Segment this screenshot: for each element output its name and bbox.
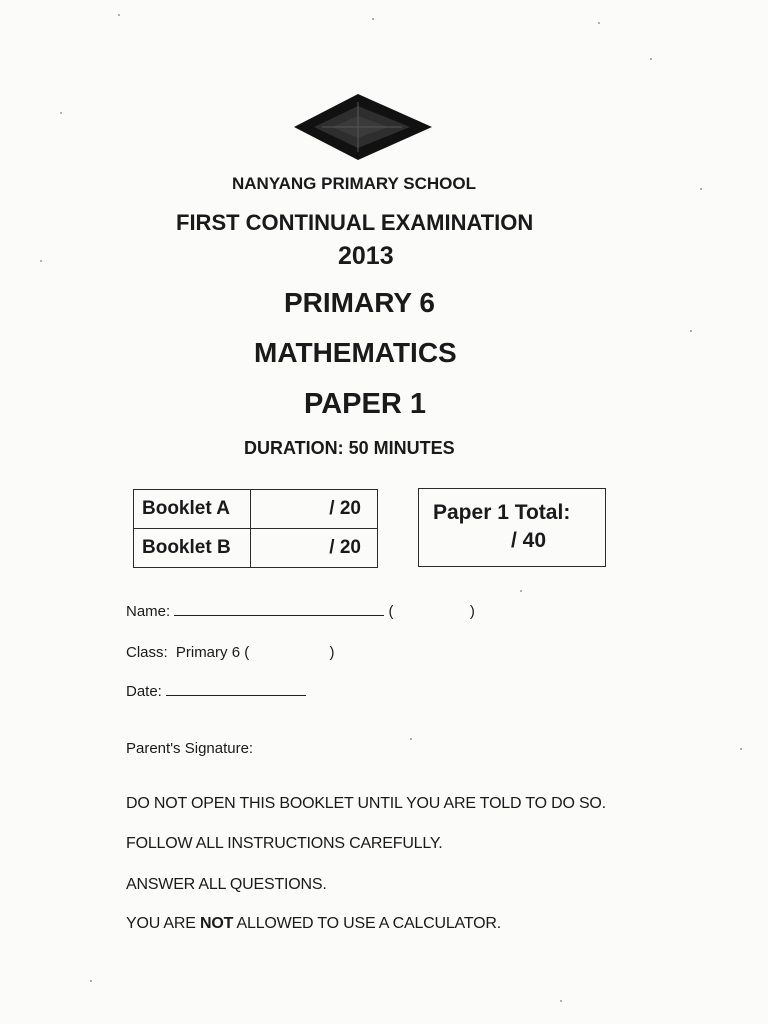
instruction-line: DO NOT OPEN THIS BOOKLET UNTIL YOU ARE TOLD TO DO SO. <box>126 795 606 812</box>
scan-speck <box>650 58 652 60</box>
scan-speck <box>700 188 702 190</box>
signature-label: Parent's Signature: <box>126 740 254 757</box>
booklet-b-label: Booklet B <box>134 529 251 568</box>
school-crest-icon <box>292 92 434 162</box>
booklet-a-score: / 20 <box>251 490 378 529</box>
register-open-paren: ( <box>388 603 394 620</box>
table-row <box>134 529 378 568</box>
school-name: NANYANG PRIMARY SCHOOL <box>232 174 477 193</box>
scan-speck <box>40 260 42 262</box>
class-field <box>126 644 335 661</box>
scan-speck <box>560 1000 562 1002</box>
name-label: Name: <box>126 603 171 620</box>
instruction-line: FOLLOW ALL INSTRUCTIONS CAREFULLY. <box>126 835 443 852</box>
scan-speck <box>90 980 92 982</box>
scan-speck <box>598 22 600 24</box>
paper-title: PAPER 1 <box>304 388 426 420</box>
signature-field <box>126 740 253 757</box>
name-input-line[interactable] <box>174 615 384 616</box>
scan-speck <box>520 590 522 592</box>
instruction-line: ANSWER ALL QUESTIONS. <box>126 876 327 893</box>
class-label: Class: <box>126 644 168 661</box>
date-label: Date: <box>126 683 162 700</box>
register-close-paren: ) <box>469 603 475 620</box>
paper-total-label: Paper 1 Total: <box>433 501 571 524</box>
instruction-emphasis: NOT <box>199 915 234 932</box>
name-field <box>126 603 475 620</box>
date-field <box>126 683 306 700</box>
scan-speck <box>372 18 374 20</box>
paper-total-box <box>418 488 606 567</box>
booklet-b-score: / 20 <box>251 529 378 568</box>
instruction-post: ALLOWED TO USE A CALCULATOR. <box>236 915 501 932</box>
scan-speck <box>410 738 412 740</box>
table-row <box>134 490 378 529</box>
subject-title: MATHEMATICS <box>254 337 457 368</box>
scan-speck <box>690 330 692 332</box>
exam-title: FIRST CONTINUAL EXAMINATION <box>176 210 534 235</box>
duration: DURATION: 50 MINUTES <box>244 438 455 458</box>
scan-speck <box>118 14 120 16</box>
class-close-paren: ) <box>329 644 335 661</box>
date-input-line[interactable] <box>166 695 306 696</box>
booklet-a-label: Booklet A <box>134 490 251 529</box>
scan-speck <box>60 112 62 114</box>
exam-year: 2013 <box>338 242 394 270</box>
marks-table <box>133 489 378 568</box>
scan-speck <box>740 748 742 750</box>
instruction-line <box>126 915 501 933</box>
instruction-pre: YOU ARE <box>126 915 196 932</box>
grade-level: PRIMARY 6 <box>284 287 435 318</box>
class-value: Primary 6 ( <box>175 644 250 661</box>
paper-total-score: / 40 <box>511 529 547 552</box>
